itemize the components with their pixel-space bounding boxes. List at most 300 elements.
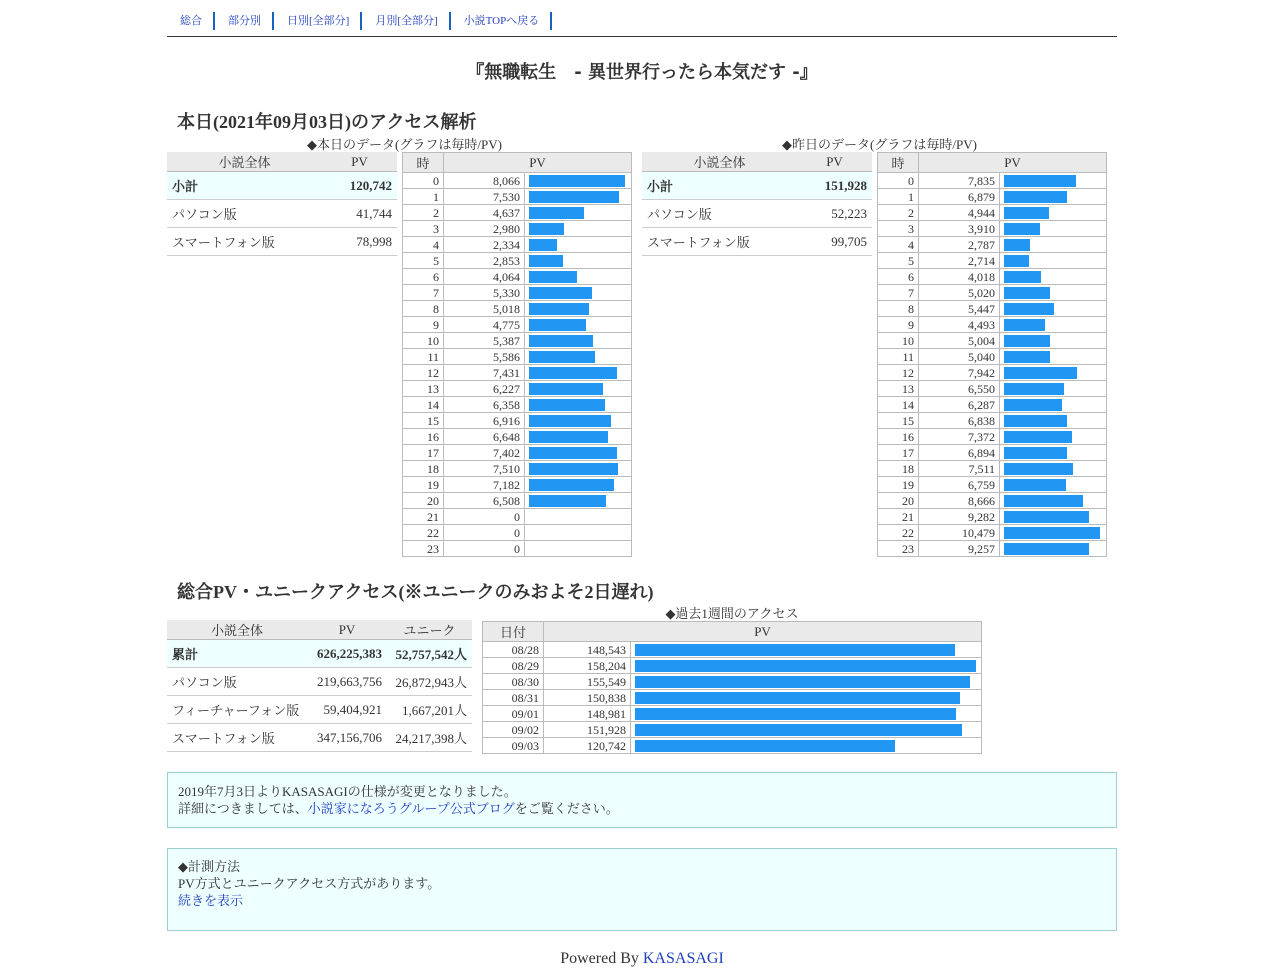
hour-cell: 2 <box>403 205 444 221</box>
bar-cell <box>1000 205 1107 221</box>
bar-cell <box>525 189 632 205</box>
pv-cell: 0 <box>444 525 525 541</box>
hour-cell: 10 <box>403 333 444 349</box>
col-header: 日付 <box>483 622 544 642</box>
pv-cell: 7,510 <box>444 461 525 477</box>
pv-bar <box>1004 431 1072 443</box>
show-more-link[interactable]: 続きを表示 <box>178 893 244 908</box>
pv-bar <box>1004 527 1100 539</box>
col-header: 小説全体 <box>167 152 322 172</box>
pv-cell: 6,508 <box>444 493 525 509</box>
total-row-cumulative <box>167 640 472 668</box>
hour-row <box>403 525 632 541</box>
pv-bar <box>1004 383 1064 395</box>
bar-cell <box>1000 317 1107 333</box>
hour-row <box>403 493 632 509</box>
bar-cell <box>525 365 632 381</box>
footer <box>167 950 1117 968</box>
pv-bar <box>1004 399 1062 411</box>
row-label: パソコン版 <box>167 668 307 696</box>
pv-cell: 0 <box>444 541 525 557</box>
pv-cell: 6,287 <box>919 397 1000 413</box>
hour-cell: 0 <box>403 173 444 189</box>
pv-cell: 120,742 <box>544 738 631 754</box>
bar-cell <box>525 221 632 237</box>
hour-cell: 7 <box>878 285 919 301</box>
pv-cell: 7,835 <box>919 173 1000 189</box>
bar-cell <box>525 285 632 301</box>
hour-cell: 22 <box>403 525 444 541</box>
hour-row <box>403 205 632 221</box>
novel-title: 『無職転生 - 異世界行ったら本気だす -』 <box>466 62 818 83</box>
col-header: PV <box>797 152 872 172</box>
hour-row <box>878 253 1107 269</box>
hour-row <box>878 317 1107 333</box>
pv-bar <box>1004 239 1030 251</box>
hour-cell: 7 <box>403 285 444 301</box>
pv-cell: 8,066 <box>444 173 525 189</box>
pv-cell: 7,402 <box>444 445 525 461</box>
bar-cell <box>1000 509 1107 525</box>
hour-cell: 11 <box>403 349 444 365</box>
pv-cell: 3,910 <box>919 221 1000 237</box>
date-cell: 09/01 <box>483 706 544 722</box>
hour-row <box>878 525 1107 541</box>
hour-cell: 15 <box>878 413 919 429</box>
row-value: 151,928 <box>797 172 872 200</box>
notice-box <box>167 772 1117 828</box>
bar-cell <box>525 413 632 429</box>
summary-row-smartphone <box>167 228 397 256</box>
hour-row <box>878 381 1107 397</box>
pv-cell: 7,530 <box>444 189 525 205</box>
pv-cell: 5,586 <box>444 349 525 365</box>
row-value: 78,998 <box>322 228 397 256</box>
hour-cell: 8 <box>403 301 444 317</box>
hour-row <box>878 221 1107 237</box>
pv-bar <box>529 335 593 347</box>
hour-row <box>878 477 1107 493</box>
row-label: スマートフォン版 <box>642 228 797 256</box>
row-label: 小計 <box>167 172 322 200</box>
pv-cell: 2,787 <box>919 237 1000 253</box>
pv-bar <box>529 495 606 507</box>
pv-cell: 6,879 <box>919 189 1000 205</box>
hour-row <box>878 349 1107 365</box>
hour-cell: 8 <box>878 301 919 317</box>
date-cell: 09/03 <box>483 738 544 754</box>
col-header: 時 <box>403 153 444 173</box>
pv-bar <box>1004 191 1067 203</box>
hour-row <box>878 413 1107 429</box>
pv-bar <box>529 255 563 267</box>
hour-cell: 6 <box>403 269 444 285</box>
pv-bar <box>1004 303 1054 315</box>
hour-cell: 20 <box>403 493 444 509</box>
hour-cell: 9 <box>878 317 919 333</box>
bar-cell <box>631 690 982 706</box>
pv-bar <box>635 660 976 672</box>
bar-cell <box>525 269 632 285</box>
nav-monthly-link[interactable]: 月別[全部分] <box>362 12 450 30</box>
pv-cell: 2,853 <box>444 253 525 269</box>
nav-overall-link[interactable]: 総合 <box>167 12 215 30</box>
bar-cell <box>1000 461 1107 477</box>
row-value: 120,742 <box>322 172 397 200</box>
col-header: PV <box>307 620 387 640</box>
hour-cell: 17 <box>878 445 919 461</box>
row-unique: 24,217,398人 <box>387 724 472 752</box>
bar-cell <box>525 509 632 525</box>
pv-bar <box>1004 223 1040 235</box>
pv-bar <box>635 708 956 720</box>
pv-bar <box>1004 319 1045 331</box>
row-pv: 219,663,756 <box>307 668 387 696</box>
official-blog-link[interactable]: 小説家になろうグループ公式ブログ <box>307 801 515 816</box>
pv-cell: 2,980 <box>444 221 525 237</box>
summary-row-subtotal <box>642 172 872 200</box>
pv-cell: 6,227 <box>444 381 525 397</box>
pv-cell: 6,759 <box>919 477 1000 493</box>
hour-row <box>403 301 632 317</box>
pv-cell: 6,358 <box>444 397 525 413</box>
bar-cell <box>525 477 632 493</box>
pv-bar <box>529 447 617 459</box>
week-row <box>483 722 982 738</box>
summary-row-pc <box>167 200 397 228</box>
hour-cell: 9 <box>403 317 444 333</box>
hour-cell: 0 <box>878 173 919 189</box>
pv-cell: 10,479 <box>919 525 1000 541</box>
row-label: 小計 <box>642 172 797 200</box>
row-pv: 347,156,706 <box>307 724 387 752</box>
notice-text: 詳細につきましては、 <box>178 801 308 816</box>
pv-bar <box>529 463 618 475</box>
pv-cell: 8,666 <box>919 493 1000 509</box>
date-cell: 08/29 <box>483 658 544 674</box>
hour-cell: 1 <box>878 189 919 205</box>
week-row <box>483 738 982 754</box>
hour-row <box>403 413 632 429</box>
bar-cell <box>1000 541 1107 557</box>
hour-cell: 23 <box>403 541 444 557</box>
row-label: フィーチャーフォン版 <box>167 696 307 724</box>
col-header: 小説全体 <box>642 152 797 172</box>
pv-cell: 7,511 <box>919 461 1000 477</box>
bar-cell <box>1000 445 1107 461</box>
kasasagi-link[interactable]: KASASAGI <box>642 950 724 967</box>
pv-cell: 9,257 <box>919 541 1000 557</box>
method-title: ◆計測方法 <box>178 859 240 874</box>
method-text: PV方式とユニークアクセス方式があります。 <box>178 876 441 891</box>
week-table <box>482 621 982 754</box>
pv-cell: 4,637 <box>444 205 525 221</box>
hour-row <box>403 285 632 301</box>
bar-cell <box>1000 429 1107 445</box>
pv-bar <box>1004 351 1050 363</box>
pv-bar <box>1004 367 1077 379</box>
hour-row <box>403 541 632 557</box>
hour-cell: 14 <box>403 397 444 413</box>
pv-cell: 4,064 <box>444 269 525 285</box>
col-header: 時 <box>878 153 919 173</box>
pv-cell: 151,928 <box>544 722 631 738</box>
pv-bar <box>529 399 605 411</box>
week-row <box>483 642 982 658</box>
pv-cell: 155,549 <box>544 674 631 690</box>
hour-row <box>403 397 632 413</box>
notice-line1: 2019年7月3日よりKASASAGIの仕様が変更となりました。 <box>178 784 517 799</box>
bar-cell <box>1000 301 1107 317</box>
bar-cell <box>1000 365 1107 381</box>
date-cell: 08/31 <box>483 690 544 706</box>
bar-cell <box>525 381 632 397</box>
nav-by-part-link[interactable]: 部分別 <box>215 12 274 30</box>
hour-cell: 4 <box>403 237 444 253</box>
hour-cell: 15 <box>403 413 444 429</box>
pv-cell: 158,204 <box>544 658 631 674</box>
pv-cell: 5,387 <box>444 333 525 349</box>
nav-novel-top-link[interactable]: 小説TOPへ戻る <box>451 12 553 30</box>
summary-row-pc <box>642 200 872 228</box>
hour-cell: 11 <box>878 349 919 365</box>
bar-cell <box>525 237 632 253</box>
bar-cell <box>1000 173 1107 189</box>
yesterday-summary-table <box>642 152 872 256</box>
col-header: PV <box>444 153 632 173</box>
hour-row <box>878 365 1107 381</box>
pv-bar <box>1004 463 1073 475</box>
hour-cell: 4 <box>878 237 919 253</box>
bar-cell <box>631 674 982 690</box>
hour-cell: 3 <box>878 221 919 237</box>
pv-cell: 5,020 <box>919 285 1000 301</box>
pv-bar <box>529 207 584 219</box>
row-unique: 26,872,943人 <box>387 668 472 696</box>
col-header: 小説全体 <box>167 620 307 640</box>
hour-cell: 12 <box>878 365 919 381</box>
total-row-featurephone <box>167 696 472 724</box>
week-row <box>483 706 982 722</box>
hour-cell: 16 <box>403 429 444 445</box>
hour-cell: 5 <box>403 253 444 269</box>
bar-cell <box>1000 397 1107 413</box>
pv-bar <box>1004 447 1067 459</box>
summary-row-smartphone <box>642 228 872 256</box>
top-nav <box>167 10 552 32</box>
hour-cell: 1 <box>403 189 444 205</box>
bar-cell <box>631 658 982 674</box>
nav-daily-link[interactable]: 日別[全部分] <box>274 12 362 30</box>
row-value: 99,705 <box>797 228 872 256</box>
row-value: 41,744 <box>322 200 397 228</box>
bar-cell <box>1000 413 1107 429</box>
hour-cell: 12 <box>403 365 444 381</box>
hour-row <box>878 461 1107 477</box>
bar-cell <box>525 493 632 509</box>
pv-bar <box>529 175 625 187</box>
hour-row <box>403 349 632 365</box>
today-heading: 本日(2021年09月03日)のアクセス解析 <box>177 112 477 132</box>
pv-bar <box>529 239 557 251</box>
pv-cell: 5,004 <box>919 333 1000 349</box>
bar-cell <box>525 317 632 333</box>
row-label: パソコン版 <box>642 200 797 228</box>
hour-cell: 19 <box>878 477 919 493</box>
bar-cell <box>1000 237 1107 253</box>
pv-cell: 150,838 <box>544 690 631 706</box>
week-row <box>483 690 982 706</box>
total-row-pc <box>167 668 472 696</box>
bar-cell <box>1000 269 1107 285</box>
pv-bar <box>1004 335 1050 347</box>
pv-bar <box>635 644 955 656</box>
hour-row <box>878 189 1107 205</box>
col-header: ユニーク <box>387 620 472 640</box>
method-box <box>167 848 1117 931</box>
pv-bar <box>635 692 960 704</box>
pv-bar <box>529 271 577 283</box>
bar-cell <box>525 253 632 269</box>
pv-bar <box>1004 207 1049 219</box>
total-heading: 総合PV・ユニークアクセス(※ユニークのみおよそ2日遅れ) <box>177 582 654 602</box>
row-pv: 59,404,921 <box>307 696 387 724</box>
row-pv: 626,225,383 <box>307 640 387 668</box>
hour-cell: 18 <box>878 461 919 477</box>
bar-cell <box>1000 189 1107 205</box>
bar-cell <box>525 349 632 365</box>
bar-cell <box>525 429 632 445</box>
pv-bar <box>529 223 564 235</box>
pv-bar <box>635 740 895 752</box>
hour-cell: 23 <box>878 541 919 557</box>
pv-bar <box>529 415 611 427</box>
bar-cell <box>1000 381 1107 397</box>
hour-row <box>878 429 1107 445</box>
pv-bar <box>529 303 589 315</box>
pv-cell: 5,447 <box>919 301 1000 317</box>
hour-row <box>878 269 1107 285</box>
hour-row <box>403 189 632 205</box>
hour-row <box>878 173 1107 189</box>
pv-bar <box>529 367 617 379</box>
hour-cell: 13 <box>403 381 444 397</box>
row-label: スマートフォン版 <box>167 228 322 256</box>
pv-cell: 6,838 <box>919 413 1000 429</box>
hour-cell: 21 <box>878 509 919 525</box>
pv-cell: 7,182 <box>444 477 525 493</box>
week-row <box>483 674 982 690</box>
summary-row-subtotal <box>167 172 397 200</box>
hour-cell: 6 <box>878 269 919 285</box>
date-cell: 08/28 <box>483 642 544 658</box>
today-hourly-table <box>402 152 632 557</box>
pv-cell: 7,431 <box>444 365 525 381</box>
hour-cell: 20 <box>878 493 919 509</box>
hour-row <box>878 509 1107 525</box>
pv-cell: 5,330 <box>444 285 525 301</box>
week-caption: ◆過去1週間のアクセス <box>665 606 799 621</box>
hour-row <box>403 477 632 493</box>
date-cell: 09/02 <box>483 722 544 738</box>
pv-cell: 4,493 <box>919 317 1000 333</box>
total-table <box>167 620 472 752</box>
bar-cell <box>631 706 982 722</box>
hour-row <box>878 237 1107 253</box>
row-value: 52,223 <box>797 200 872 228</box>
pv-bar <box>1004 175 1076 187</box>
hour-row <box>878 301 1107 317</box>
date-cell: 08/30 <box>483 674 544 690</box>
bar-cell <box>525 333 632 349</box>
hour-row <box>403 237 632 253</box>
pv-cell: 2,714 <box>919 253 1000 269</box>
hour-cell: 18 <box>403 461 444 477</box>
row-unique: 1,667,201人 <box>387 696 472 724</box>
footer-text: Powered By <box>560 950 643 967</box>
yesterday-hourly-table <box>877 152 1107 557</box>
pv-bar <box>529 431 608 443</box>
notice-line2 <box>178 800 1106 817</box>
hour-row <box>403 429 632 445</box>
row-label: スマートフォン版 <box>167 724 307 752</box>
pv-cell: 4,775 <box>444 317 525 333</box>
pv-cell: 6,894 <box>919 445 1000 461</box>
pv-bar <box>635 676 970 688</box>
hour-row <box>403 445 632 461</box>
hour-cell: 3 <box>403 221 444 237</box>
hour-row <box>403 333 632 349</box>
yesterday-caption: ◆昨日のデータ(グラフは毎時/PV) <box>782 137 977 152</box>
hour-row <box>403 253 632 269</box>
hour-cell: 14 <box>878 397 919 413</box>
hour-row <box>403 221 632 237</box>
pv-cell: 7,942 <box>919 365 1000 381</box>
pv-bar <box>529 479 614 491</box>
hour-row <box>878 541 1107 557</box>
pv-cell: 4,018 <box>919 269 1000 285</box>
pv-bar <box>1004 511 1089 523</box>
pv-cell: 6,916 <box>444 413 525 429</box>
hour-row <box>878 285 1107 301</box>
pv-bar <box>529 351 595 363</box>
pv-bar <box>529 319 586 331</box>
pv-cell: 6,648 <box>444 429 525 445</box>
bar-cell <box>1000 477 1107 493</box>
pv-bar <box>529 383 603 395</box>
week-row <box>483 658 982 674</box>
bar-cell <box>525 301 632 317</box>
hour-cell: 17 <box>403 445 444 461</box>
bar-cell <box>525 397 632 413</box>
hour-row <box>403 317 632 333</box>
pv-cell: 0 <box>444 509 525 525</box>
hour-cell: 21 <box>403 509 444 525</box>
bar-cell <box>525 525 632 541</box>
hour-row <box>878 333 1107 349</box>
hour-cell: 5 <box>878 253 919 269</box>
hour-row <box>403 173 632 189</box>
nav-divider <box>167 36 1117 37</box>
bar-cell <box>631 722 982 738</box>
bar-cell <box>525 541 632 557</box>
pv-bar <box>1004 287 1050 299</box>
notice-text: をご覧ください。 <box>514 801 619 816</box>
bar-cell <box>1000 493 1107 509</box>
pv-bar <box>1004 415 1067 427</box>
pv-cell: 148,543 <box>544 642 631 658</box>
bar-cell <box>1000 285 1107 301</box>
